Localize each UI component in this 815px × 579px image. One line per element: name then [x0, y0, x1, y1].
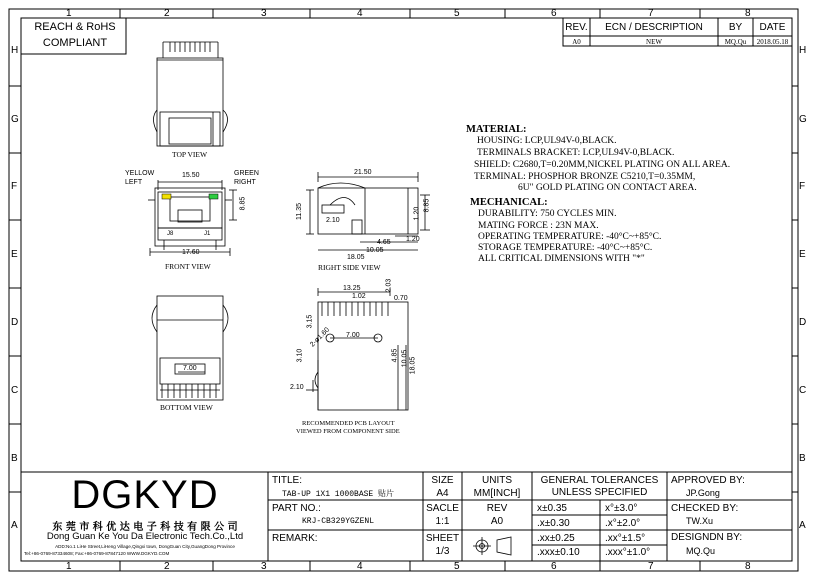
grid-row-f-right: F [799, 181, 806, 192]
dim-side-d: 10.05 [366, 247, 384, 254]
bottom-view-caption: BOTTOM VIEW [160, 403, 213, 412]
tolerance-angle-3: .xx°±1.5° [605, 533, 646, 544]
left-label: LEFT [125, 179, 143, 186]
dim-front-base: 17.60 [182, 249, 200, 256]
tolerance-angle-1: x°±3.0° [605, 503, 638, 514]
tolerance-linear-2: .x±0.30 [537, 518, 570, 529]
company-contact: Tel:+86-0769-87334608; Fax:+86-0769-87847120 WWW.DGKYD.COM [24, 551, 170, 556]
grid-col-8: 8 [745, 8, 751, 19]
rev-header: REV. [565, 22, 588, 33]
dim-bottom-pitch: 7.00 [183, 365, 197, 372]
mechanical-line-2: MATING FORCE : 23N MAX. [478, 221, 599, 231]
tolerance-linear-4: .xxx±0.10 [537, 547, 580, 558]
dim-side-a: 2.10 [326, 217, 340, 224]
rev-label: REV [486, 503, 508, 514]
dim-pcb-k: 18.05 [409, 356, 417, 375]
pcb-caption-line-1: RECOMMENDED PCB LAYOUT [302, 420, 395, 427]
dim-front-width: 15.50 [182, 172, 200, 179]
title-label: TITLE: [272, 475, 303, 486]
mechanical-line-3: OPERATING TEMPERATURE: -40°C~+85°C. [478, 232, 662, 242]
approved-by-value: JP.Gong [686, 488, 720, 498]
material-line-3: SHIELD: C2680,T=0.20MM,NICKEL PLATING ON ALL AREA. [474, 160, 731, 170]
approved-by-label: APPROVED BY: [671, 475, 745, 486]
grid-col-2-bottom: 2 [164, 561, 170, 572]
bottom-view-drawing [152, 296, 228, 400]
dim-pcb-c: 2.03 [385, 278, 393, 293]
grid-row-g-right: G [799, 114, 807, 125]
yellow-label: YELLOW [125, 170, 155, 177]
by-header: BY [728, 22, 743, 33]
grid-row-b-right: B [799, 453, 806, 464]
yellow-led [162, 194, 171, 199]
grid-col-2: 2 [164, 8, 170, 19]
rev-value: A0 [572, 38, 581, 46]
part-no-value: KRJ-CB329YGZENL [302, 517, 375, 526]
units-label: UNITS [482, 475, 512, 486]
tolerance-linear-3: .xx±0.25 [537, 533, 575, 544]
projection-symbol-icon [473, 537, 511, 555]
front-view-caption: FRONT VIEW [165, 262, 211, 271]
grid-col-1: 1 [66, 8, 72, 19]
units-value: MM[INCH] [473, 488, 521, 499]
ecn-value: NEW [646, 38, 662, 46]
grid-row-f: F [11, 181, 18, 192]
part-no-label: PART NO.: [272, 503, 321, 514]
green-led [209, 194, 218, 199]
grid-row-d-right: D [799, 317, 807, 328]
checked-by-value: TW.Xu [686, 516, 714, 526]
grid-row-e-right: E [799, 249, 806, 260]
dim-pcb-d: 0.70 [394, 295, 408, 302]
title-value: TAB-UP 1X1 1000BASE 贴片 [282, 490, 395, 499]
scale-value: 1:1 [435, 516, 450, 527]
grid-row-a: A [11, 520, 18, 531]
j1-label: J1 [204, 231, 211, 237]
grid-row-b: B [11, 453, 18, 464]
date-value: 2018.05.18 [756, 38, 789, 46]
dim-pcb-a: 13.25 [343, 285, 361, 292]
grid-col-6-bottom: 6 [551, 561, 557, 572]
grid-row-h: H [11, 45, 19, 56]
grid-row-a-right: A [799, 520, 806, 531]
material-line-2: TERMINALS BRACKET: LCP,UL94V-0,BLACK. [477, 148, 675, 158]
size-label: SIZE [431, 475, 454, 486]
grid-row-c: C [11, 385, 19, 396]
date-header: DATE [759, 22, 786, 33]
grid-col-3: 3 [261, 8, 267, 19]
grid-row-e: E [11, 249, 18, 260]
sheet-value: 1/3 [435, 546, 450, 557]
ecn-header: ECN / DESCRIPTION [605, 22, 703, 33]
dim-pcb-g: 7.00 [346, 332, 360, 339]
material-line-4: TERMINAL: PHOSPHOR BRONZE C5210,T=0.35MM, [474, 172, 696, 182]
top-view-drawing [154, 42, 228, 146]
tolerance-title-2: UNLESS SPECIFIED [551, 487, 648, 498]
grid-row-c-right: C [799, 385, 807, 396]
top-view-caption: TOP VIEW [172, 150, 208, 159]
dim-front-height: 8.85 [239, 196, 247, 211]
company-name-cn: 东 莞 市 科 优 达 电 子 科 技 有 限 公 司 [52, 522, 238, 533]
tolerance-angle-2: .x°±2.0° [605, 518, 641, 529]
company-address: ADD:No.1 LiHe Street,LiHeng Village,Qingxi town, DongGuan City,GuangDong Province [55, 544, 235, 549]
dim-side-e: 18.05 [347, 254, 365, 261]
dim-side-h1: 1.20 [413, 206, 421, 221]
j8-label: J8 [167, 231, 174, 237]
company-name-en: Dong Guan Ke You Da Electronic Tech.Co.,Ltd [46, 531, 244, 542]
mechanical-line-1: DURABILITY: 750 CYCLES MIN. [478, 209, 617, 219]
dim-side-c: 1.20 [406, 236, 420, 243]
mechanical-line-5: ALL CRITICAL DIMENSIONS WITH "*" [478, 254, 645, 264]
grid-row-g: G [11, 114, 19, 125]
designed-by-value: MQ.Qu [686, 546, 716, 556]
dim-pcb-l: 2.10 [290, 384, 304, 391]
material-title: MATERIAL: [466, 124, 527, 135]
grid-row-h-right: H [799, 45, 807, 56]
dim-side-h2: 8.85 [423, 198, 431, 213]
dim-pcb-e: 3.15 [306, 314, 314, 329]
checked-by-label: CHECKED BY: [671, 503, 739, 514]
mechanical-line-4: STORAGE TEMPERATURE: -40°C~+85°C. [478, 243, 653, 253]
pcb-caption-line-2: VIEWED FROM COMPONENT SIDE [296, 428, 400, 435]
by-value: MQ.Qu [724, 38, 747, 46]
front-view-drawing [148, 180, 237, 256]
tolerance-angle-4: .xxx°±1.0° [605, 547, 651, 558]
right-label: RIGHT [234, 179, 256, 186]
tolerance-title-1: GENERAL TOLERANCES [540, 475, 659, 486]
grid-col-4: 4 [357, 8, 363, 19]
scale-label: SACLE [426, 503, 459, 514]
size-value: A4 [436, 488, 449, 499]
designed-by-label: DESIGNDN BY: [671, 532, 743, 543]
grid-col-4-bottom: 4 [357, 561, 363, 572]
material-line-1: HOUSING: LCP,UL94V-0,BLACK. [477, 136, 617, 146]
dim-pcb-i: 4.85 [391, 348, 399, 363]
dim-pcb-h: 3.10 [296, 348, 304, 363]
grid-col-1-bottom: 1 [66, 561, 72, 572]
tolerance-linear-1: x±0.35 [537, 503, 567, 514]
compliance-line-2: COMPLIANT [42, 37, 108, 49]
compliance-line-1: REACH & RoHS [34, 21, 116, 33]
sheet-label: SHEET [425, 533, 460, 544]
dim-pcb-j: 10.05 [401, 349, 409, 368]
company-logo: DGKYD [71, 473, 219, 517]
grid-col-5-bottom: 5 [454, 561, 460, 572]
rev-value-block: A0 [490, 516, 504, 527]
remark-label: REMARK: [272, 533, 318, 544]
dim-side-height: 11.35 [296, 203, 303, 220]
grid-col-7-bottom: 7 [648, 561, 654, 572]
dim-pcb-f: 2-ø1.60 [309, 326, 332, 349]
green-label: GREEN [234, 170, 259, 177]
grid-col-3-bottom: 3 [261, 561, 267, 572]
dim-side-b: 4.65 [377, 239, 391, 246]
grid-col-5: 5 [454, 8, 460, 19]
right-side-view-caption: RIGHT SIDE VIEW [318, 263, 381, 272]
dim-pcb-b: 1.02 [352, 293, 366, 300]
mechanical-title: MECHANICAL: [470, 197, 548, 208]
grid-row-d: D [11, 317, 19, 328]
grid-col-7: 7 [648, 8, 654, 19]
dim-side-length: 21.50 [354, 169, 372, 176]
material-line-5: 6U" GOLD PLATING ON CONTACT AREA. [518, 183, 697, 193]
grid-col-8-bottom: 8 [745, 561, 751, 572]
grid-col-6: 6 [551, 8, 557, 19]
